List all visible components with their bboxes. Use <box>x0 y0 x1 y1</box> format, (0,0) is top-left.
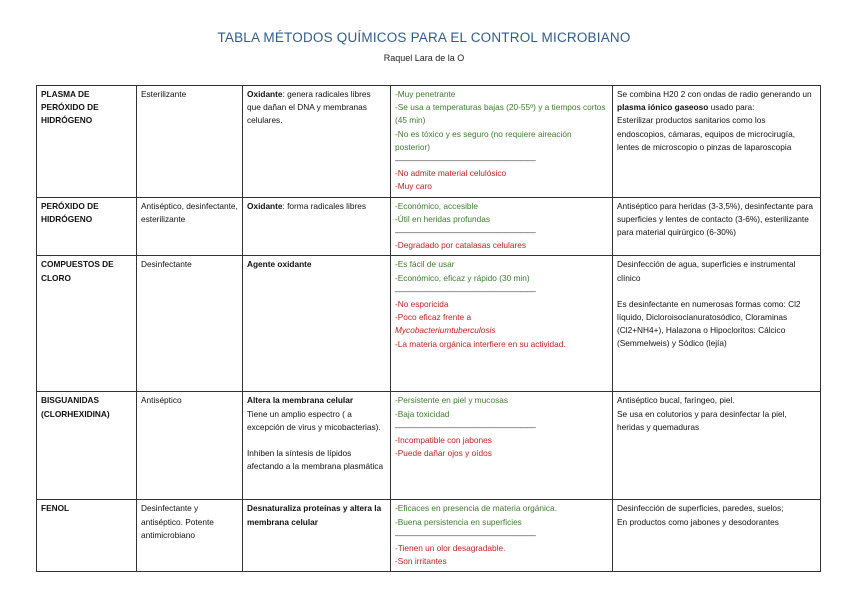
pro-item: -Útil en heridas profundas <box>395 213 491 224</box>
method-application: Se combina H20 2 con ondas de radio generando un plasma iónico gaseoso usado para: Esterilizar productos sanitarios como los endoscopios, cámaras, equipos de microcirugía, lentes de microscopio o pinzas de laparoscopia <box>613 86 821 198</box>
con-item: -Puede dañar ojos y oídos <box>395 448 492 459</box>
method-mechanism: Oxidante: forma radicales libres <box>243 197 391 256</box>
methods-table <box>36 85 821 572</box>
con-item: -Incompatible con jabones <box>395 435 492 446</box>
method-use: Desinfectante <box>137 256 243 392</box>
table-row <box>37 256 821 392</box>
document-title: TABLA MÉTODOS QUÍMICOS PARA EL CONTROL MICROBIANO <box>217 30 631 45</box>
con-item: -Tienen un olor desagradable. <box>395 543 506 554</box>
method-mechanism: Oxidante: genera radicales libres que dañan el DNA y membranas celulares. <box>243 86 391 198</box>
organism-name: Mycobacteriumtuberculosis <box>395 325 496 336</box>
con-item: -Poco eficaz frente a <box>395 312 472 323</box>
pro-item: -Baja toxicidad <box>395 408 450 419</box>
pro-item: -Eficaces en presencia de materia orgánica. <box>395 503 557 514</box>
pro-item: -Es fácil de usar <box>395 259 455 270</box>
method-application: Antiséptico bucal, faríngeo, piel. Se usa en colutorios y para desinfectar la piel, heridas y quemaduras <box>613 392 821 500</box>
pro-item: -Buena persistencia en superficies <box>395 516 522 527</box>
pro-item: -No es tóxico y es seguro (no requiere aireación posterior) <box>395 128 572 152</box>
con-item: -No esporicida <box>395 299 449 310</box>
method-name: PERÓXIDO DE HIDRÓGENO <box>37 197 137 256</box>
method-use: Antiséptico <box>137 392 243 500</box>
method-name: PLASMA DE PERÓXIDO DE HIDRÓGENO <box>37 86 137 198</box>
method-use: Esterilizante <box>137 86 243 198</box>
method-use: Desinfectante y antiséptico. Potente antimicrobiano <box>137 500 243 572</box>
method-name: FENOL <box>37 500 137 572</box>
method-application: Antiséptico para heridas (3-3,5%), desinfectante para superficies y lentes de contacto (3-6%), esterilizante para material quirúrgico (6-30%) <box>613 197 821 256</box>
pro-item: -Persistente en piel y mucosas <box>395 395 508 406</box>
method-application: Desinfección de agua, superficies e instrumental clínico Es desinfectante en numerosas formas como: Cl2 líquido, Dicloroisocianuratosódico, Cloraminas (Cl2+NH4+), Halazona o Hipocloritos: Cálcico (Semmelweis) y Sódico (lejía) <box>613 256 821 392</box>
method-use: Antiséptico, desinfectante, esterilizante <box>137 197 243 256</box>
document-author: Raquel Lara de la O <box>383 53 465 63</box>
separator: —————————————————— <box>395 155 536 166</box>
separator: —————————————————— <box>395 285 536 296</box>
method-name: BISGUANIDAS (CLORHEXIDINA) <box>37 392 137 500</box>
table-row <box>37 392 821 500</box>
method-mechanism: Altera la membrana celular Tiene un amplio espectro ( a excepción de virus y micobacterias). Inhiben la síntesis de lípidos afectando a la membrana plasmática <box>243 392 391 500</box>
con-item: -No admite material celulósico <box>395 168 507 179</box>
separator: —————————————————— <box>395 529 536 540</box>
separator: —————————————————— <box>395 227 536 238</box>
con-item: -Son irritantes <box>395 556 447 567</box>
table-row <box>37 86 821 198</box>
method-mechanism: Agente oxidante <box>243 256 391 392</box>
method-mechanism: Desnaturaliza proteínas y altera la membrana celular <box>243 500 391 572</box>
separator: —————————————————— <box>395 421 536 432</box>
pro-item: -Económico, accesible <box>395 200 479 211</box>
method-name: COMPUESTOS DE CLORO <box>37 256 137 392</box>
pro-item: -Muy penetrante <box>395 89 456 99</box>
method-application: Desinfección de superficies, paredes, suelos; En productos como jabones y desodorantes <box>613 500 821 572</box>
con-item: -Degradado por catalasas celulares <box>395 240 526 251</box>
con-item: -Muy caro <box>395 181 432 192</box>
table-row <box>37 197 821 256</box>
method-pros-cons <box>391 86 613 198</box>
pro-item: -Se usa a temperaturas bajas (20-55º) y a tiempos cortos (45 min) <box>395 102 606 126</box>
method-pros-cons <box>391 500 613 572</box>
method-pros-cons <box>391 197 613 256</box>
pro-item: -Económico, eficaz y rápido (30 min) <box>395 272 530 283</box>
method-pros-cons <box>391 256 613 392</box>
table-row <box>37 500 821 572</box>
con-item: -La materia orgánica interfiere en su actividad. <box>395 338 566 349</box>
method-pros-cons <box>391 392 613 500</box>
